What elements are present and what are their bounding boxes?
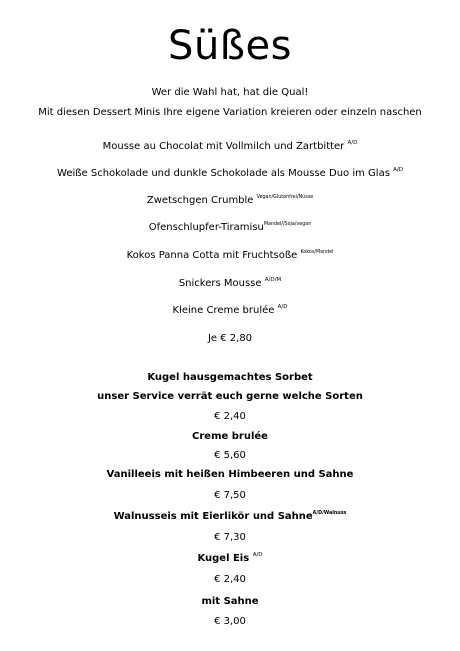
vanilleeis-price: € 7,50 xyxy=(214,490,246,501)
walnusseis-name: Walnusseis mit Eierlikör und Sahne xyxy=(113,511,313,522)
creme-brulee-price: € 5,60 xyxy=(214,450,246,461)
walnusseis-price: € 7,30 xyxy=(214,532,246,543)
dessert-item-snickers-mousse xyxy=(0,279,460,289)
minis-price: Je € 2,80 xyxy=(207,333,253,344)
dessert-item-zwetschgen-crumble xyxy=(0,196,460,206)
mit-sahne-title: mit Sahne xyxy=(201,596,259,607)
dessert-name: Snickers Mousse xyxy=(178,278,262,289)
walnusseis-title xyxy=(0,512,460,522)
menu-subtitle: Wer die Wahl hat, hat die Qual! xyxy=(151,87,309,98)
dessert-name: Ofenschlupfer-Tiramisu xyxy=(148,222,264,233)
sorbet-note: unser Service verrät euch gerne welche Sorten xyxy=(97,391,363,402)
dessert-name: Zwetschgen Crumble xyxy=(146,195,254,206)
creme-brulee-title: Creme brulée xyxy=(192,431,268,442)
page-title: Süßes xyxy=(168,23,292,69)
allergen-label: A/D xyxy=(393,167,403,173)
allergen-label: Mandel//Soja/vegan xyxy=(263,222,312,227)
dessert-item-kleine-creme-brulee xyxy=(0,306,460,316)
dessert-name: Kokos Panna Cotta mit Fruchtsoße xyxy=(126,250,298,261)
allergen-label: A/D xyxy=(277,304,288,310)
kugel-eis-title xyxy=(0,554,460,564)
sorbet-price: € 2,40 xyxy=(214,411,246,422)
mit-sahne-price: € 3,00 xyxy=(214,616,246,627)
dessert-item-mousse-duo xyxy=(0,169,460,179)
vanilleeis-title: Vanilleeis mit heißen Himbeeren und Sahne xyxy=(106,469,354,480)
allergen-label: Vegan/Glutenfrei/Nüsse xyxy=(256,195,314,200)
menu-intro: Mit diesen Dessert Minis Ihre eigene Variation kreieren oder einzeln naschen xyxy=(38,107,422,118)
dessert-name: Kleine Creme brulée xyxy=(172,305,275,316)
dessert-item-mousse-chocolat xyxy=(0,142,460,152)
allergen-label: A/D/Walnuss xyxy=(312,511,347,516)
dessert-item-kokos-panna-cotta xyxy=(0,251,460,261)
dessert-item-ofenschlupfer-tiramisu xyxy=(0,223,460,233)
allergen-label: Kokos/Mandel xyxy=(300,250,334,255)
allergen-label: A/D/M xyxy=(264,277,282,283)
dessert-name: Mousse au Chocolat mit Vollmilch und Zartbitter xyxy=(102,141,345,152)
kugel-eis-name: Kugel Eis xyxy=(197,553,250,564)
kugel-eis-price: € 2,40 xyxy=(214,574,246,585)
allergen-label: A/D xyxy=(252,552,263,558)
dessert-name: Weiße Schokolade und dunkle Schokolade als Mousse Duo im Glas xyxy=(57,168,390,179)
sorbet-title: Kugel hausgemachtes Sorbet xyxy=(147,372,313,383)
allergen-label: A/D xyxy=(347,140,358,146)
